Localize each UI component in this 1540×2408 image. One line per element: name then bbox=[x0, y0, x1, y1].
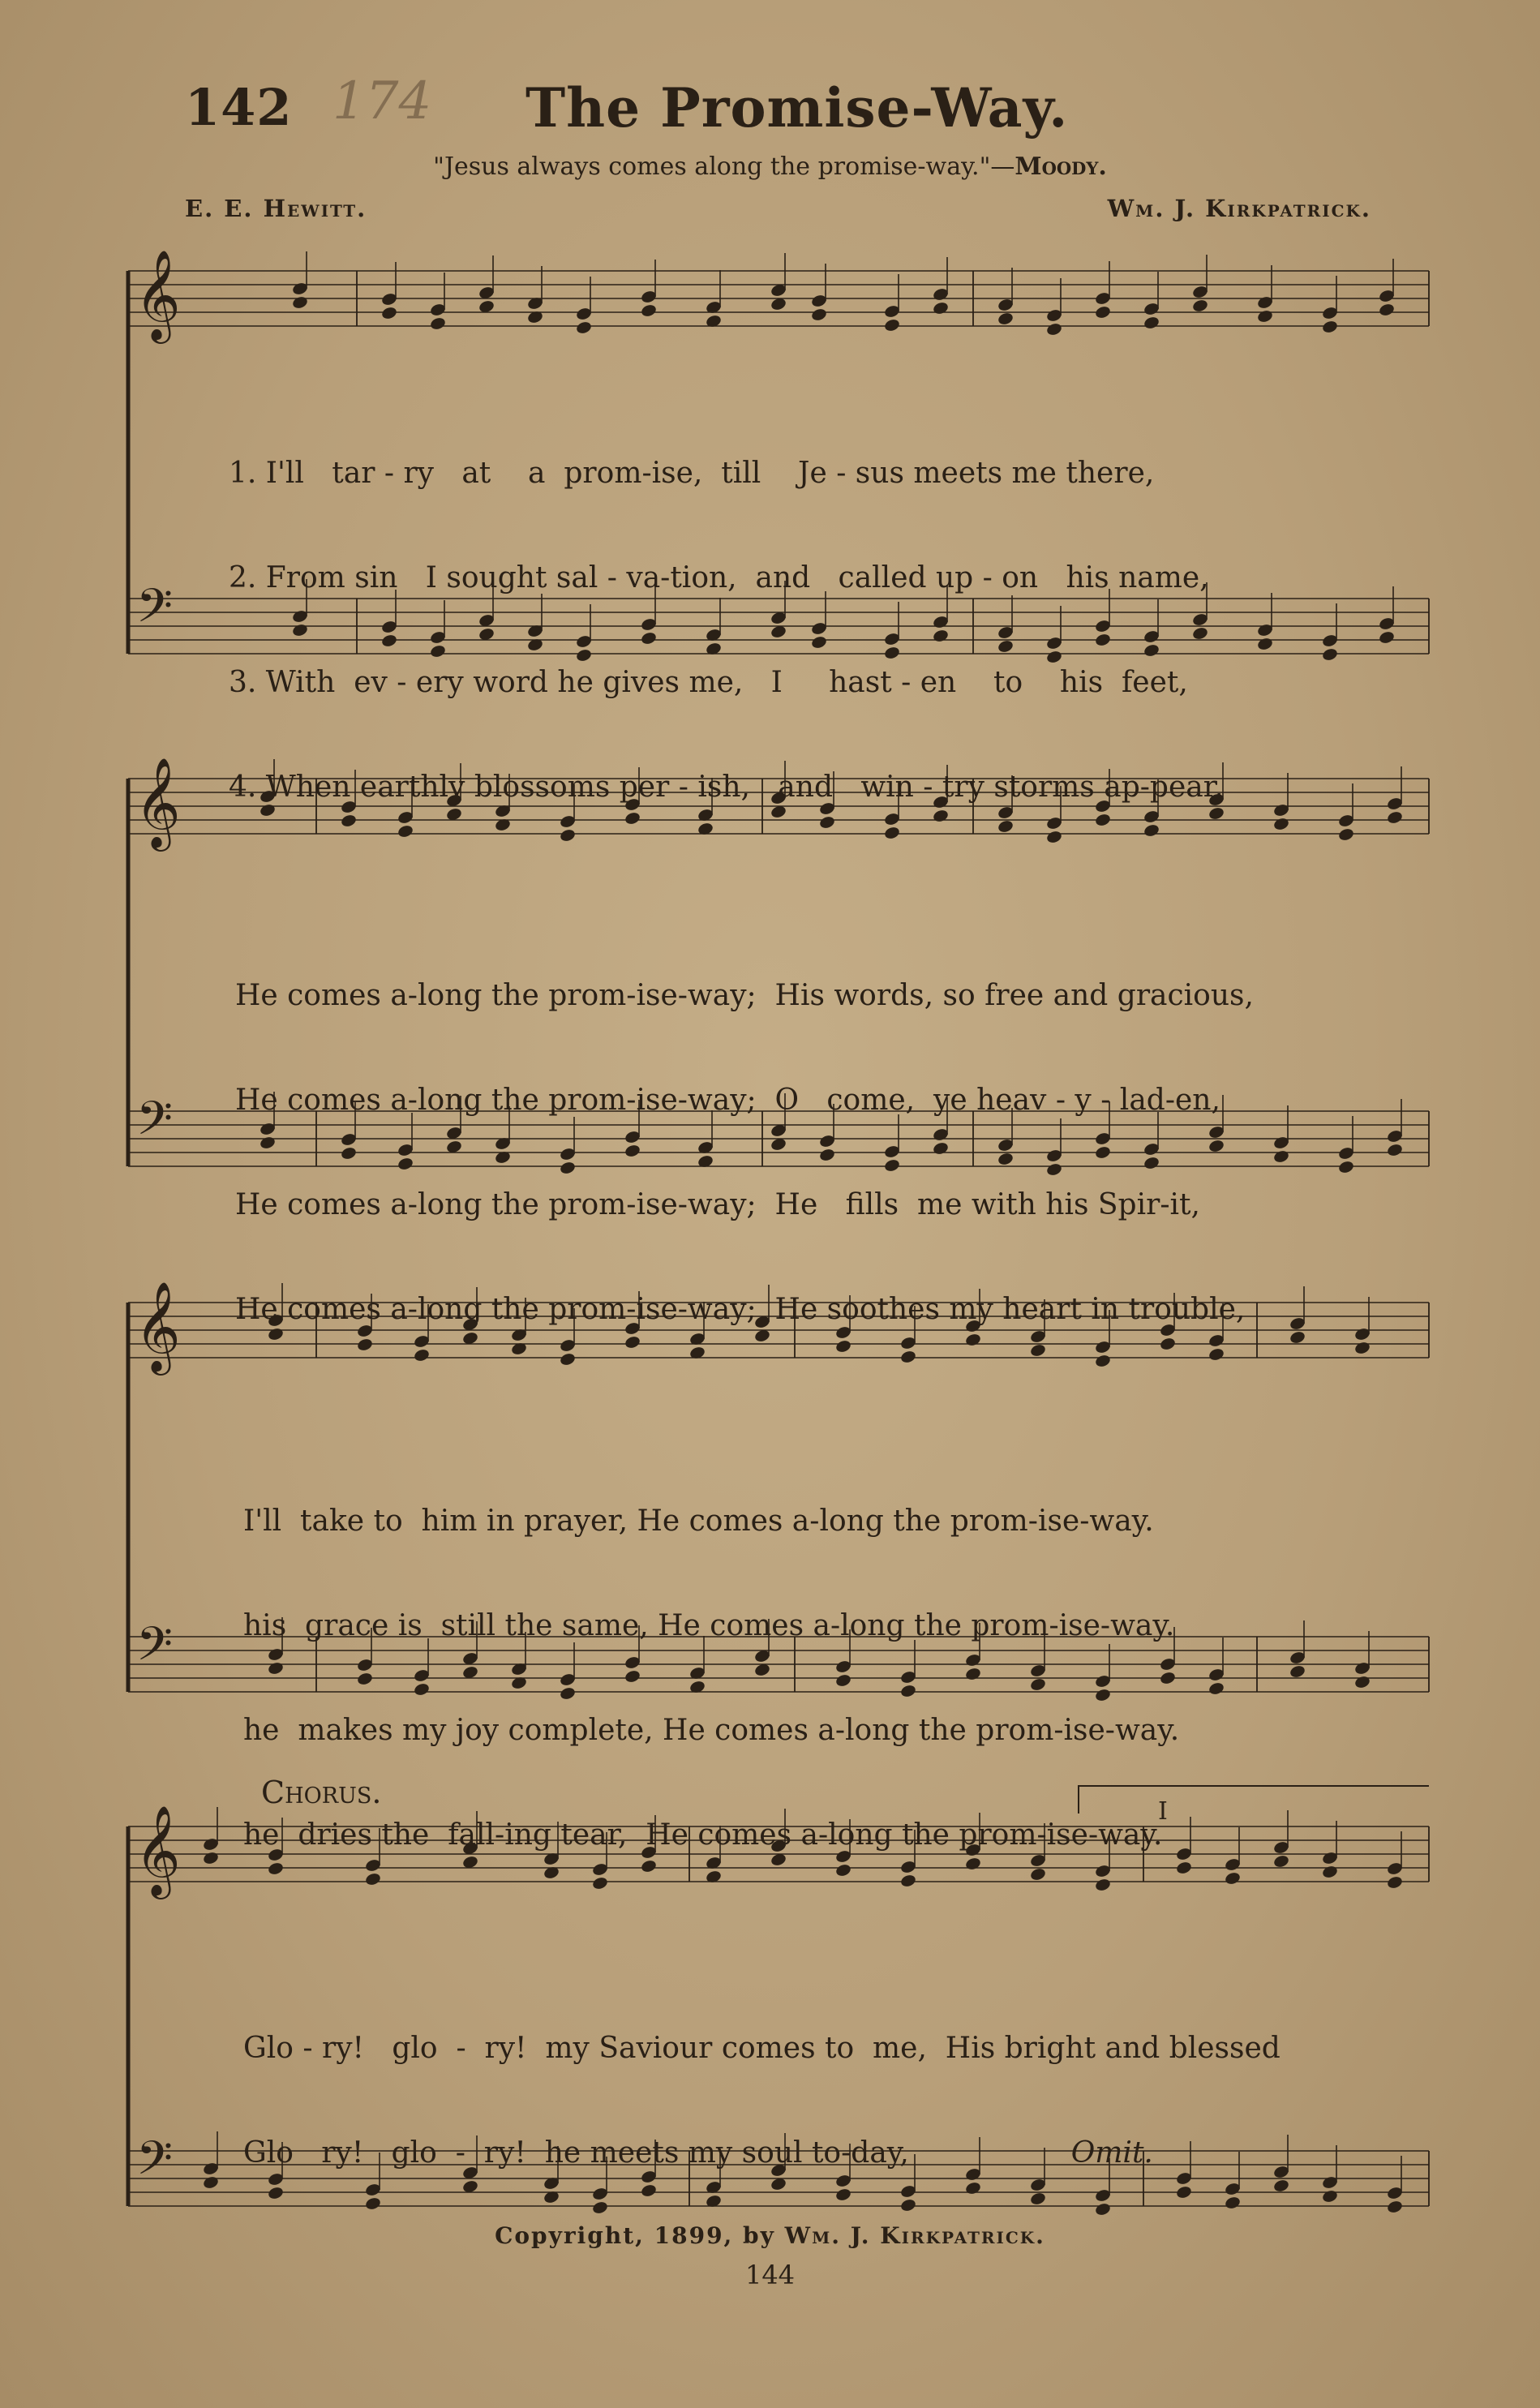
hymn-number: 142 bbox=[185, 78, 293, 137]
system-1-treble-note bbox=[1045, 322, 1062, 337]
copyright-holder: Wm. J. Kirkpatrick. bbox=[784, 2222, 1045, 2249]
verse-2-line-3: his grace is still the same, He comes a-long the prom-ise-way. bbox=[243, 1609, 1175, 1642]
system-4-bass-note bbox=[1321, 2189, 1338, 2204]
verses-system-3 bbox=[243, 1434, 1179, 1887]
verses-system-1 bbox=[229, 386, 1223, 839]
chorus-line-1: Glo - ry! glo - ry! my Saviour comes to me, His bright and blessed bbox=[243, 2032, 1280, 2065]
system-1-treble-note bbox=[997, 311, 1014, 326]
system-3-bass-note bbox=[1353, 1675, 1371, 1689]
system-4-bass-note bbox=[1386, 2200, 1403, 2214]
system-4-treble-note bbox=[1386, 1875, 1403, 1890]
handwritten-number: 174 bbox=[332, 71, 432, 131]
system-2-treble-clef: 𝄞 bbox=[135, 757, 181, 848]
system-2-bass-clef: 𝄢 bbox=[136, 1091, 174, 1157]
system-4-bass-note bbox=[202, 2175, 219, 2190]
epigraph-source: Moody. bbox=[1015, 152, 1107, 181]
verse-1-line-3: I'll take to him in prayer, He comes a-long the prom-ise-way. bbox=[243, 1504, 1154, 1538]
verse-2-line-2: He comes a-long the prom-ise-way; O come, ye heav - y - lad-en, bbox=[235, 1084, 1220, 1117]
system-1-treble-note bbox=[1256, 309, 1273, 324]
verse-4-line-2: He comes a-long the prom-ise-way; He soothes my heart in trouble, bbox=[235, 1293, 1246, 1326]
system-2-bass-note bbox=[1386, 1143, 1403, 1157]
system-2-bass-note bbox=[1272, 1149, 1289, 1164]
chorus-label: Chorus. bbox=[261, 1775, 382, 1810]
system-1-bass-clef: 𝄢 bbox=[136, 578, 174, 645]
hymn-title: The Promise-Way. bbox=[525, 76, 1069, 140]
system-3-bass-clef: 𝄢 bbox=[136, 1616, 174, 1683]
system-1-treble-note bbox=[810, 307, 827, 322]
system-1-bass-note bbox=[1378, 630, 1395, 645]
system-4-treble-note bbox=[1321, 1865, 1338, 1879]
lyricist-credit: E. E. Hewitt. bbox=[185, 195, 367, 222]
system-1-treble-note bbox=[932, 301, 949, 315]
chorus-lyrics bbox=[243, 1961, 1280, 2205]
verse-1-line-1: 1. I'll tar - ry at a prom-ise, till Je - sus meets me there, bbox=[229, 457, 1155, 490]
system-1-treble-note bbox=[1321, 320, 1338, 334]
verse-4-line-1: 4. When earthly blossoms per - ish, and win - try storms ap-pear, bbox=[229, 770, 1224, 804]
composer-credit: Wm. J. Kirkpatrick. bbox=[1107, 195, 1371, 222]
system-2-treble-note bbox=[1337, 827, 1354, 842]
system-3-bass-note bbox=[1208, 1681, 1225, 1696]
system-1-treble-note bbox=[291, 295, 308, 310]
page-number: 144 bbox=[744, 2260, 796, 2290]
system-1-treble-note bbox=[640, 303, 657, 318]
system-1-treble-clef: 𝄞 bbox=[135, 249, 181, 340]
system-1-treble-note bbox=[1378, 303, 1395, 317]
epigraph-text: "Jesus always comes along the promise-way."— bbox=[433, 152, 1015, 181]
system-4-treble-note bbox=[1224, 1871, 1241, 1886]
system-1-treble-note bbox=[575, 320, 592, 335]
verse-3-line-2: He comes a-long the prom-ise-way; He fills me with his Spir-it, bbox=[235, 1188, 1200, 1221]
copyright-prefix: Copyright, 1899, by bbox=[495, 2222, 785, 2249]
system-1-treble-note bbox=[429, 316, 446, 331]
verse-1-line-2: He comes a-long the prom-ise-way; His words, so free and gracious, bbox=[235, 979, 1254, 1012]
system-1-treble-note bbox=[1143, 315, 1160, 330]
system-2-treble-note bbox=[1272, 817, 1289, 831]
system-4-bass-clef: 𝄢 bbox=[136, 2131, 174, 2197]
system-4-treble-note bbox=[202, 1851, 219, 1865]
system-2-bass-note bbox=[1337, 1160, 1354, 1174]
chorus-line-2 bbox=[243, 2135, 1280, 2170]
system-1-treble-note bbox=[380, 306, 397, 320]
system-3-treble-clef: 𝄞 bbox=[135, 1281, 181, 1371]
system-3-treble-note bbox=[1289, 1330, 1306, 1345]
copyright-notice bbox=[0, 2222, 1540, 2249]
verses-system-2 bbox=[235, 908, 1254, 1362]
system-1-treble-note bbox=[1191, 298, 1208, 313]
verse-3-line-1: 3. With ev - ery word he gives me, I hast - en to his feet, bbox=[229, 666, 1188, 699]
verse-2-line-1: 2. From sin I sought sal - va-tion, and called up - on his name, bbox=[229, 561, 1209, 594]
system-1-bass-note bbox=[1256, 637, 1273, 651]
system-4-treble-clef: 𝄞 bbox=[135, 1805, 181, 1895]
verse-4-line-3: he dries the fall-ing tear, He comes a-long the prom-ise-way. bbox=[243, 1818, 1163, 1852]
first-ending-mark: I bbox=[1158, 1797, 1168, 1826]
system-1-bass-note bbox=[1321, 647, 1338, 662]
system-2-treble-note bbox=[1386, 810, 1403, 825]
system-1-treble-note bbox=[883, 318, 900, 333]
system-4-treble-note bbox=[1272, 1854, 1289, 1869]
omit-marker: Omit. bbox=[1070, 2136, 1153, 2170]
system-3-bass-note bbox=[1289, 1664, 1306, 1679]
verse-3-line-3: he makes my joy complete, He comes a-long the prom-ise-way. bbox=[243, 1714, 1180, 1747]
chorus-line-2-text: Glo ry! glo - ry! he meets my soul to-day, bbox=[243, 2136, 909, 2170]
system-1-treble-note bbox=[1094, 305, 1111, 320]
system-3-treble-note bbox=[1353, 1341, 1371, 1355]
